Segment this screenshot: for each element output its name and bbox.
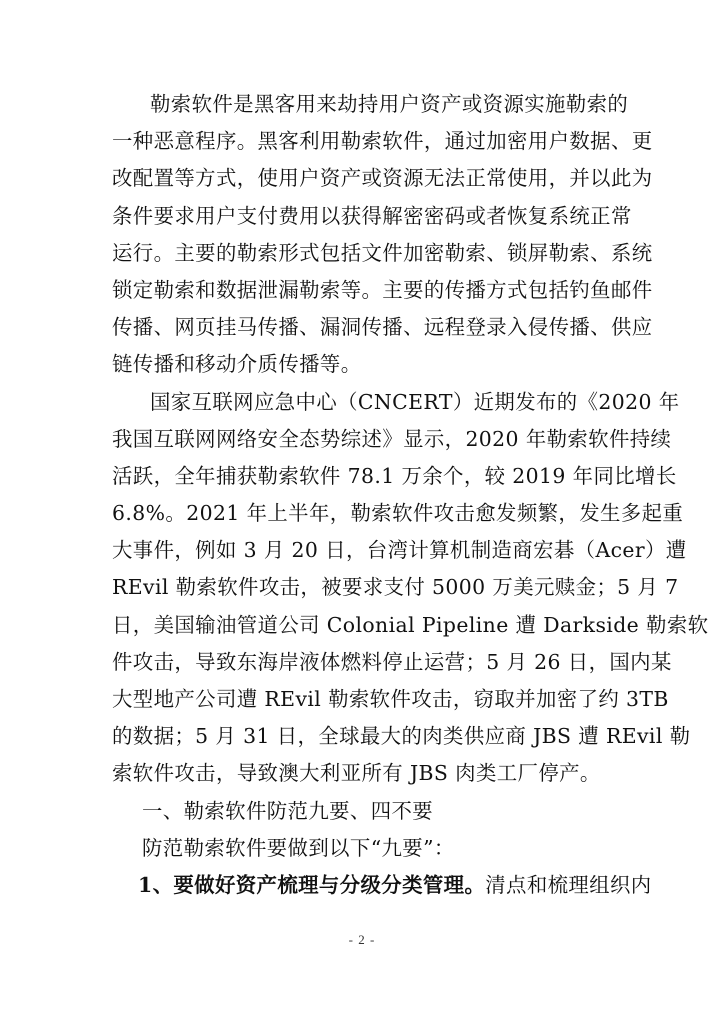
text-line: 大型地产公司遭 REvil 勒索软件攻击，窃取并加密了约 3TB bbox=[112, 687, 669, 711]
text-line: 锁定勒索和数据泄漏勒索等。主要的传播方式包括钓鱼邮件 bbox=[112, 277, 653, 302]
paragraph-cncert-report bbox=[112, 384, 709, 793]
text-line: 6.8%。2021 年上半年，勒索软件攻击愈发频繁，发生多起重 bbox=[112, 501, 684, 526]
text-line: 日，美国输油管道公司 Colonial Pipeline 遭 Darkside 勒索软 bbox=[112, 612, 709, 637]
list-item bbox=[112, 867, 652, 904]
list-item-text: 清点和梳理组织内 bbox=[485, 872, 652, 897]
text-line: 国家互联网应急中心（CNCERT）近期发布的《2020 年 bbox=[150, 389, 680, 414]
text-line: 链传播和移动介质传播等。 bbox=[112, 352, 362, 377]
text-line: 活跃，全年捕获勒索软件 78.1 万余个，较 2019 年同比增长 bbox=[112, 463, 677, 488]
section-intro: 防范勒索软件要做到以下“九要”： bbox=[142, 835, 455, 860]
section-heading: 一、勒索软件防范九要、四不要 bbox=[142, 798, 434, 823]
text-line: 索软件攻击，导致澳大利亚所有 JBS 肉类工厂停产。 bbox=[112, 761, 601, 786]
text-line: 件攻击，导致东海岸液体燃料停止运营；5 月 26 日，国内某 bbox=[112, 649, 672, 674]
text-line: 我国互联网网络安全态势综述》显示，2020 年勒索软件持续 bbox=[112, 426, 672, 451]
text-line: 条件要求用户支付费用以获得解密密码或者恢复系统正常 bbox=[112, 203, 632, 228]
text-line: REvil 勒索软件攻击，被要求支付 5000 万美元赎金；5 月 7 bbox=[112, 575, 679, 600]
text-line: 一种恶意程序。黑客利用勒索软件，通过加密用户数据、更 bbox=[112, 129, 653, 154]
text-line: 传播、网页挂马传播、漏洞传播、远程登录入侵传播、供应 bbox=[112, 315, 653, 340]
text-line: 的数据；5 月 31 日，全球最大的肉类供应商 JBS 遭 REvil 勒 bbox=[112, 724, 691, 749]
text-line: 勒索软件是黑客用来劫持用户资产或资源实施勒索的 bbox=[150, 92, 629, 116]
document-body bbox=[112, 86, 709, 904]
text-line: 运行。主要的勒索形式包括文件加密勒索、锁屏勒索、系统 bbox=[112, 240, 653, 265]
paragraph-ransomware-definition bbox=[112, 86, 653, 384]
list-item-title: 1、要做好资产梳理与分级分类管理。 bbox=[138, 872, 486, 897]
text-line: 改配置等方式，使用户资产或资源无法正常使用，并以此为 bbox=[112, 166, 653, 191]
text-line: 大事件，例如 3 月 20 日，台湾计算机制造商宏碁（Acer）遭 bbox=[112, 538, 687, 563]
page-number: - 2 - bbox=[348, 932, 376, 947]
